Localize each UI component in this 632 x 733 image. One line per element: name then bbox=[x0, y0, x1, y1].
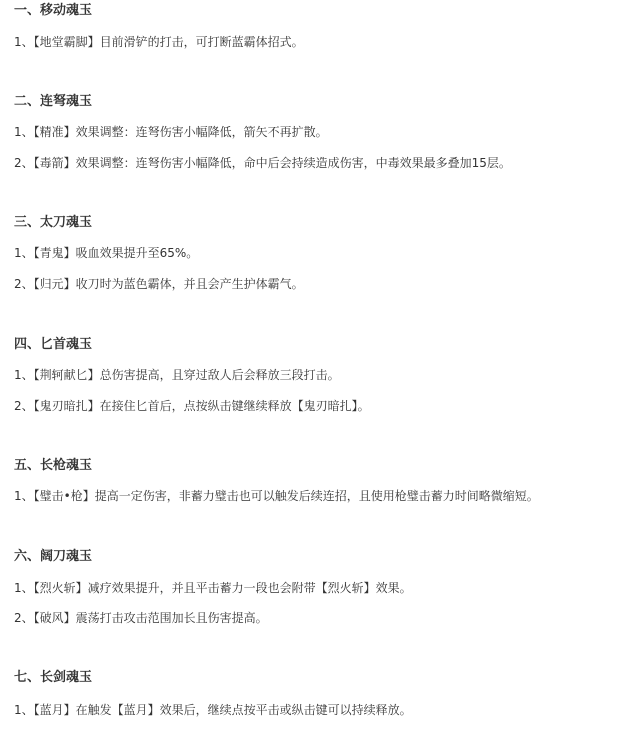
list-item: 1、【蓝月】在触发【蓝月】效果后，继续点按平击或纵击键可以持续释放。 bbox=[14, 703, 412, 717]
list-item: 1、【青鬼】吸血效果提升至65%。 bbox=[14, 246, 199, 260]
list-item: 1、【精准】效果调整：连弩伤害小幅降低，箭矢不再扩散。 bbox=[14, 125, 328, 139]
section-heading: 七、长剑魂玉 bbox=[14, 670, 93, 685]
list-item: 1、【璧击•枪】提高一定伤害，非蓄力璧击也可以触发后续连招，且使用枪璧击蓄力时间略微缩短。 bbox=[14, 489, 539, 503]
list-item: 1、【荆轲献匕】总伤害提高，且穿过敌人后会释放三段打击。 bbox=[14, 368, 340, 382]
list-item: 1、【烈火斩】减疗效果提升，并且平击蓄力一段也会附带【烈火斩】效果。 bbox=[14, 581, 412, 595]
list-item: 2、【破风】震荡打击攻击范围加长且伤害提高。 bbox=[14, 611, 268, 625]
section-movement bbox=[14, 1, 632, 49]
section-broadsword bbox=[14, 547, 632, 625]
section-tachi bbox=[14, 213, 632, 291]
list-item: 1、【地堂霸脚】目前滑铲的打击，可打断蓝霸体招式。 bbox=[14, 35, 304, 49]
section-heading: 二、连弩魂玉 bbox=[14, 94, 93, 109]
section-heading: 六、阔刀魂玉 bbox=[14, 549, 93, 564]
list-item: 2、【归元】收刀时为蓝色霸体，并且会产生护体霸气。 bbox=[14, 277, 304, 291]
section-heading: 三、太刀魂玉 bbox=[14, 215, 93, 230]
section-heading: 四、匕首魂玉 bbox=[14, 337, 93, 352]
section-crossbow bbox=[14, 92, 632, 170]
section-heading: 五、长枪魂玉 bbox=[14, 458, 93, 473]
list-item: 2、【鬼刃暗扎】在接住匕首后，点按纵击键继续释放【鬼刃暗扎】。 bbox=[14, 399, 370, 413]
section-spear bbox=[14, 456, 632, 503]
section-heading: 一、移动魂玉 bbox=[14, 3, 93, 18]
section-dagger bbox=[14, 335, 632, 413]
section-longsword bbox=[14, 668, 632, 717]
list-item: 2、【毒箭】效果调整：连弩伤害小幅降低，命中后会持续造成伤害，中毒效果最多叠加15层。 bbox=[14, 156, 511, 170]
